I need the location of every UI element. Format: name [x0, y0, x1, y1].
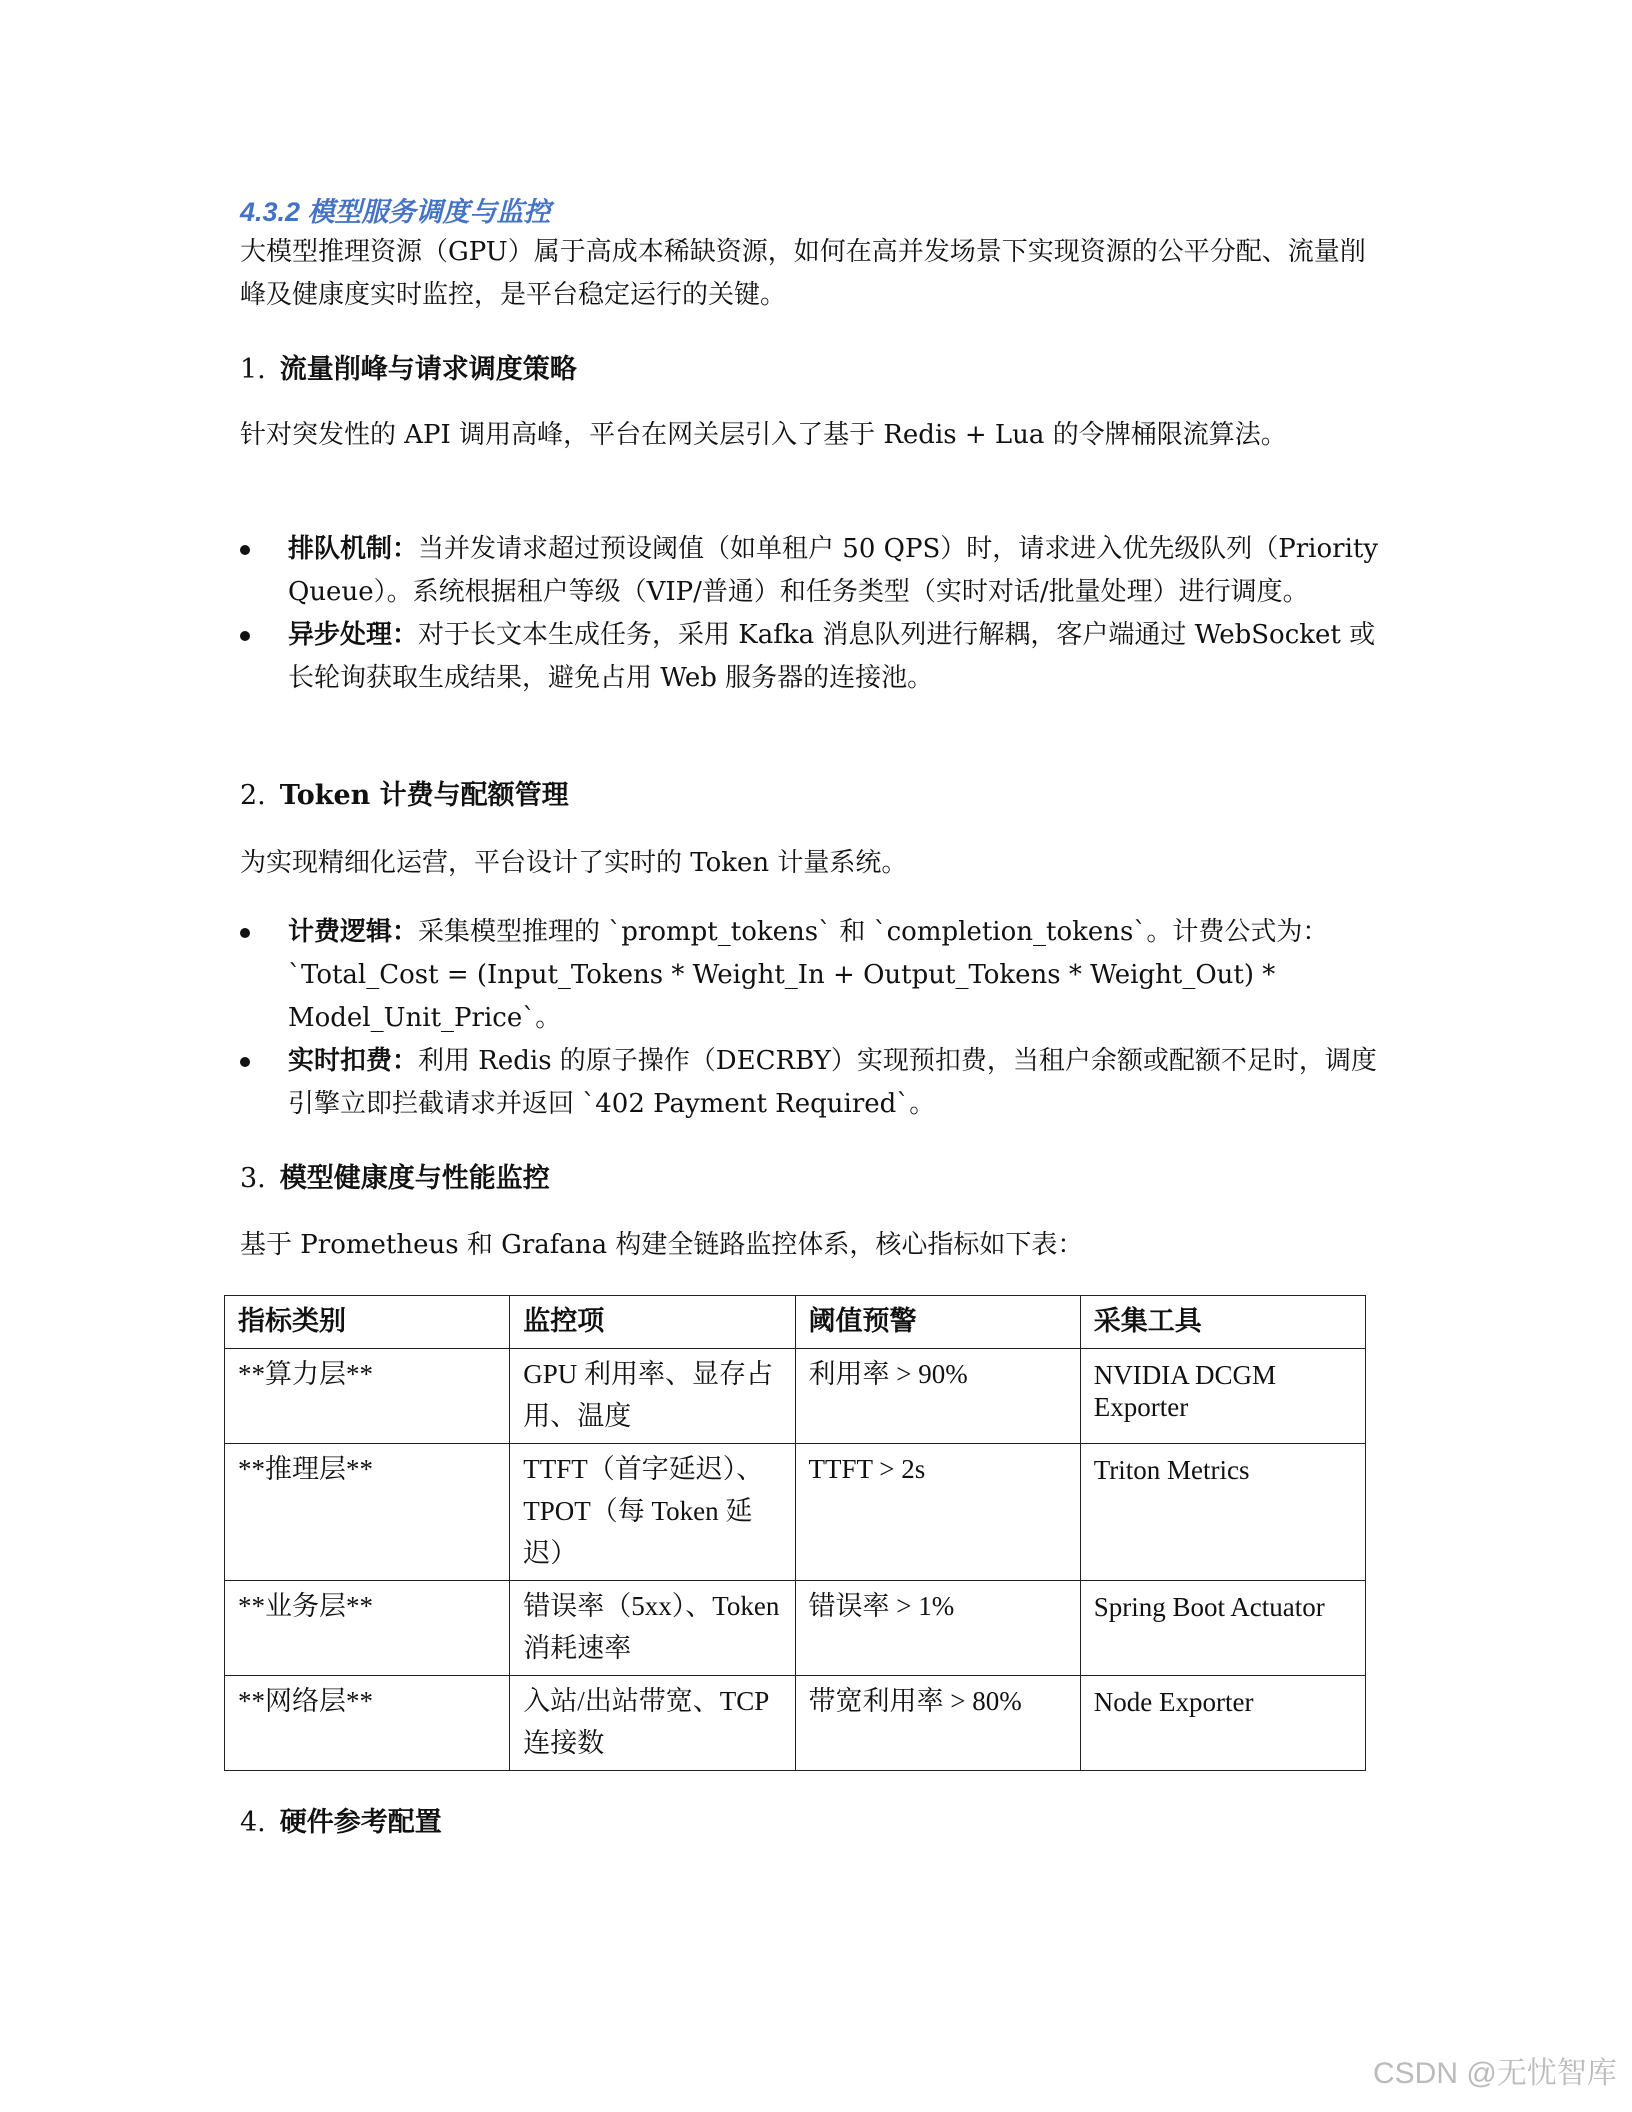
table-cell: **业务层**	[225, 1581, 510, 1676]
bullet-text: 利用 Redis 的原子操作（DECRBY）实现预扣费，当租户余额或配额不足时，调度引擎立即拦截请求并返回 `402 Payment Required`。	[288, 1046, 1377, 1119]
s1-paragraph: 针对突发性的 API 调用高峰，平台在网关层引入了基于 Redis + Lua 的令牌桶限流算法。	[240, 420, 1287, 450]
table-cell: 入站/出站带宽、TCP 连接数	[510, 1676, 795, 1771]
bullet-text: 当并发请求超过预设阈值（如单租户 50 QPS）时，请求进入优先级队列（Priority Queue）。系统根据租户等级（VIP/普通）和任务类型（实时对话/批量处理）进行调度。	[288, 534, 1379, 607]
heading-text: 硬件参考配置	[279, 1807, 442, 1838]
list-item	[240, 911, 1380, 1040]
bullet-icon	[240, 1057, 250, 1067]
metrics-table	[224, 1295, 1366, 1771]
heading-text: 模型健康度与性能监控	[279, 1163, 550, 1194]
table-row	[225, 1676, 1366, 1771]
heading-1	[240, 347, 1380, 386]
s1-bullet-list	[240, 528, 1380, 700]
header-cell: 指标类别	[225, 1296, 510, 1349]
table-cell: 带宽利用率 > 80%	[795, 1676, 1080, 1771]
heading-text: Token 计费与配额管理	[279, 780, 569, 811]
table-header-row	[225, 1296, 1366, 1349]
heading-number: 4.	[240, 1807, 266, 1838]
s2-bullet-list	[240, 911, 1380, 1126]
header-cell: 阈值预警	[795, 1296, 1080, 1349]
table-cell: 错误率 > 1%	[795, 1581, 1080, 1676]
bullet-text: 对于长文本生成任务，采用 Kafka 消息队列进行解耦，客户端通过 WebSocket 或长轮询获取生成结果，避免占用 Web 服务器的连接池。	[288, 620, 1376, 693]
heading-number: 2.	[240, 780, 266, 811]
table-cell: **网络层**	[225, 1676, 510, 1771]
s3-paragraph: 基于 Prometheus 和 Grafana 构建全链路监控体系，核心指标如下表：	[240, 1230, 1084, 1260]
table-cell: 错误率（5xx）、Token 消耗速率	[510, 1581, 795, 1676]
bullet-label: 异步处理：	[288, 620, 419, 650]
bullet-label: 计费逻辑：	[288, 917, 419, 947]
heading-text: 流量削峰与请求调度策略	[279, 354, 577, 385]
heading-2	[240, 773, 1380, 812]
list-item	[240, 614, 1380, 700]
table-cell: TTFT（首字延迟）、TPOT（每 Token 延迟）	[510, 1444, 795, 1581]
table-cell: Spring Boot Actuator	[1080, 1581, 1365, 1676]
table-cell: TTFT > 2s	[795, 1444, 1080, 1581]
bullet-icon	[240, 928, 250, 938]
table-row	[225, 1444, 1366, 1581]
table-cell: Node Exporter	[1080, 1676, 1365, 1771]
list-item	[240, 528, 1380, 614]
watermark: CSDN @无忧智库	[1373, 2057, 1617, 2090]
section-title: 4.3.2 模型服务调度与监控	[240, 197, 551, 227]
table-cell: **推理层**	[225, 1444, 510, 1581]
bullet-text: 采集模型推理的 `prompt_tokens` 和 `completion_tokens`。计费公式为：`Total_Cost = (Input_Tokens * Weight_In + Output_Tokens * Weight_Out) * Model_Unit_Price`。	[288, 917, 1329, 1033]
table-cell: **算力层**	[225, 1349, 510, 1444]
bullet-icon	[240, 545, 250, 555]
header-cell: 监控项	[510, 1296, 795, 1349]
intro-paragraph: 大模型推理资源（GPU）属于高成本稀缺资源，如何在高并发场景下实现资源的公平分配、流量削峰及健康度实时监控，是平台稳定运行的关键。	[240, 237, 1366, 310]
table-row	[225, 1581, 1366, 1676]
table-cell: Triton Metrics	[1080, 1444, 1365, 1581]
table-cell: 利用率 > 90%	[795, 1349, 1080, 1444]
table-cell: GPU 利用率、显存占用、温度	[510, 1349, 795, 1444]
bullet-label: 排队机制：	[288, 534, 419, 564]
s2-paragraph: 为实现精细化运营，平台设计了实时的 Token 计量系统。	[240, 848, 908, 878]
heading-number: 3.	[240, 1163, 266, 1194]
table-row	[225, 1349, 1366, 1444]
heading-number: 1.	[240, 354, 266, 385]
bullet-label: 实时扣费：	[288, 1046, 419, 1076]
table-cell: NVIDIA DCGM Exporter	[1080, 1349, 1365, 1444]
list-item	[240, 1040, 1380, 1126]
bullet-icon	[240, 631, 250, 641]
header-cell: 采集工具	[1080, 1296, 1365, 1349]
heading-3	[240, 1156, 1380, 1195]
heading-4	[240, 1800, 1380, 1839]
